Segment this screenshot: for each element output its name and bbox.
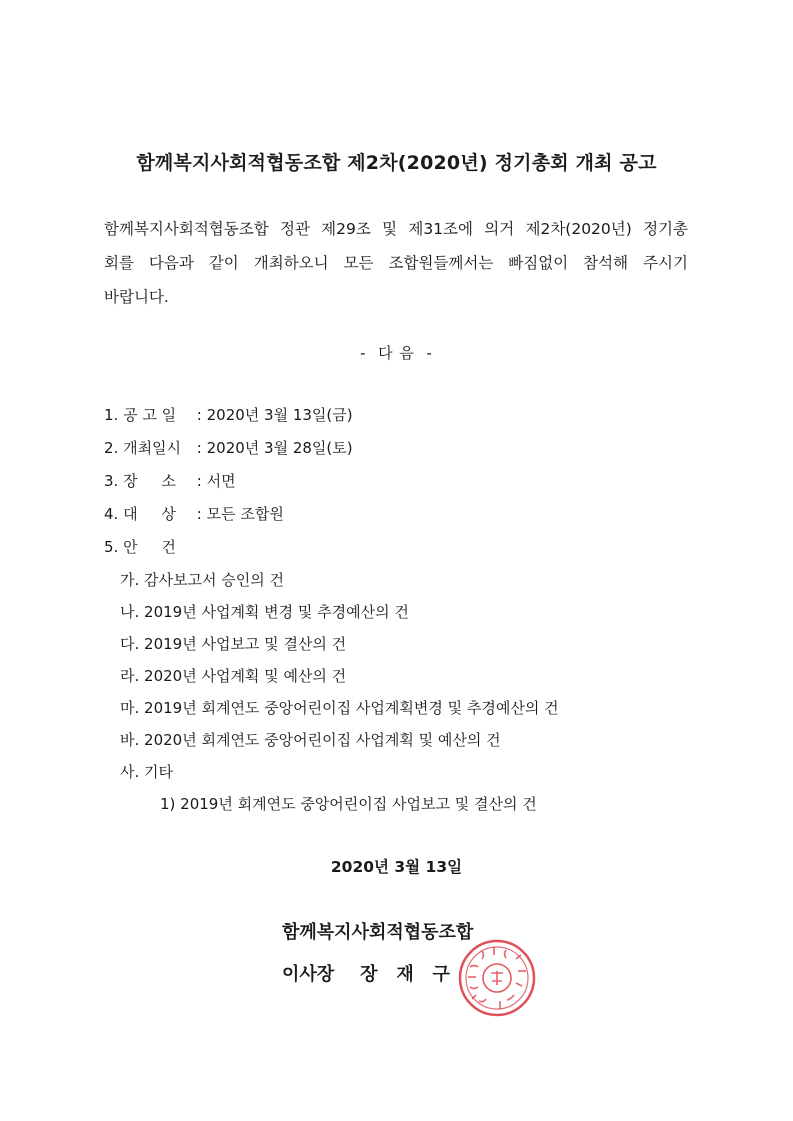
intro-line-3: 바랍니다. xyxy=(104,288,169,306)
detail-value: : 2020년 3월 13일(금) xyxy=(196,406,353,424)
intro-line-2: 회를 다음과 같이 개최하오니 모든 조합원들께서는 빠짐없이 참석해 주시기 xyxy=(104,254,688,272)
detail-item-place xyxy=(104,470,236,492)
detail-item-target xyxy=(104,503,284,525)
official-seal-icon xyxy=(456,937,538,1019)
chair-signature-line xyxy=(282,960,450,986)
detail-value: : 모든 조합원 xyxy=(196,505,284,523)
agenda-item: 가. 감사보고서 승인의 건 xyxy=(120,571,284,589)
detail-value: : 서면 xyxy=(196,472,236,490)
organization-name: 함께복지사회적협동조합 xyxy=(282,922,474,943)
detail-label: 3. 장 소 xyxy=(104,472,176,490)
chair-title: 이사장 xyxy=(282,964,335,985)
detail-item-agenda xyxy=(104,536,192,558)
detail-label: 1. 공 고 일 xyxy=(104,406,177,424)
intro-paragraph xyxy=(104,212,704,314)
detail-label: 4. 대 상 xyxy=(104,505,176,523)
agenda-item: 사. 기타 xyxy=(120,763,174,781)
agenda-item: 바. 2020년 회계연도 중앙어린이집 사업계획 및 예산의 건 xyxy=(120,731,501,749)
detail-label: 2. 개최일시 xyxy=(104,439,182,457)
agenda-item: 라. 2020년 사업계획 및 예산의 건 xyxy=(120,667,347,685)
divider-heading: - 다 음 - xyxy=(360,344,433,362)
agenda-item: 마. 2019년 회계연도 중앙어린이집 사업계획변경 및 추경예산의 건 xyxy=(120,699,559,717)
agenda-item: 나. 2019년 사업계획 변경 및 추경예산의 건 xyxy=(120,603,409,621)
intro-line-1: 함께복지사회적협동조합 정관 제29조 및 제31조에 의거 제2차(2020년) 정기총 xyxy=(104,220,688,238)
notice-title: 함께복지사회적협동조합 제2차(2020년) 정기총회 개최 공고 xyxy=(136,152,657,174)
detail-item-notice-date xyxy=(104,404,353,426)
detail-label: 5. 안 건 xyxy=(104,538,176,556)
agenda-item: 다. 2019년 사업보고 및 결산의 건 xyxy=(120,635,347,653)
detail-value: : 2020년 3월 28일(토) xyxy=(196,439,353,457)
notice-date: 2020년 3월 13일 xyxy=(330,858,463,876)
chair-name: 장 재 구 xyxy=(360,964,450,985)
detail-item-meeting-date xyxy=(104,437,353,459)
agenda-subitem: 1) 2019년 회계연도 중앙어린이집 사업보고 및 결산의 건 xyxy=(160,795,537,813)
